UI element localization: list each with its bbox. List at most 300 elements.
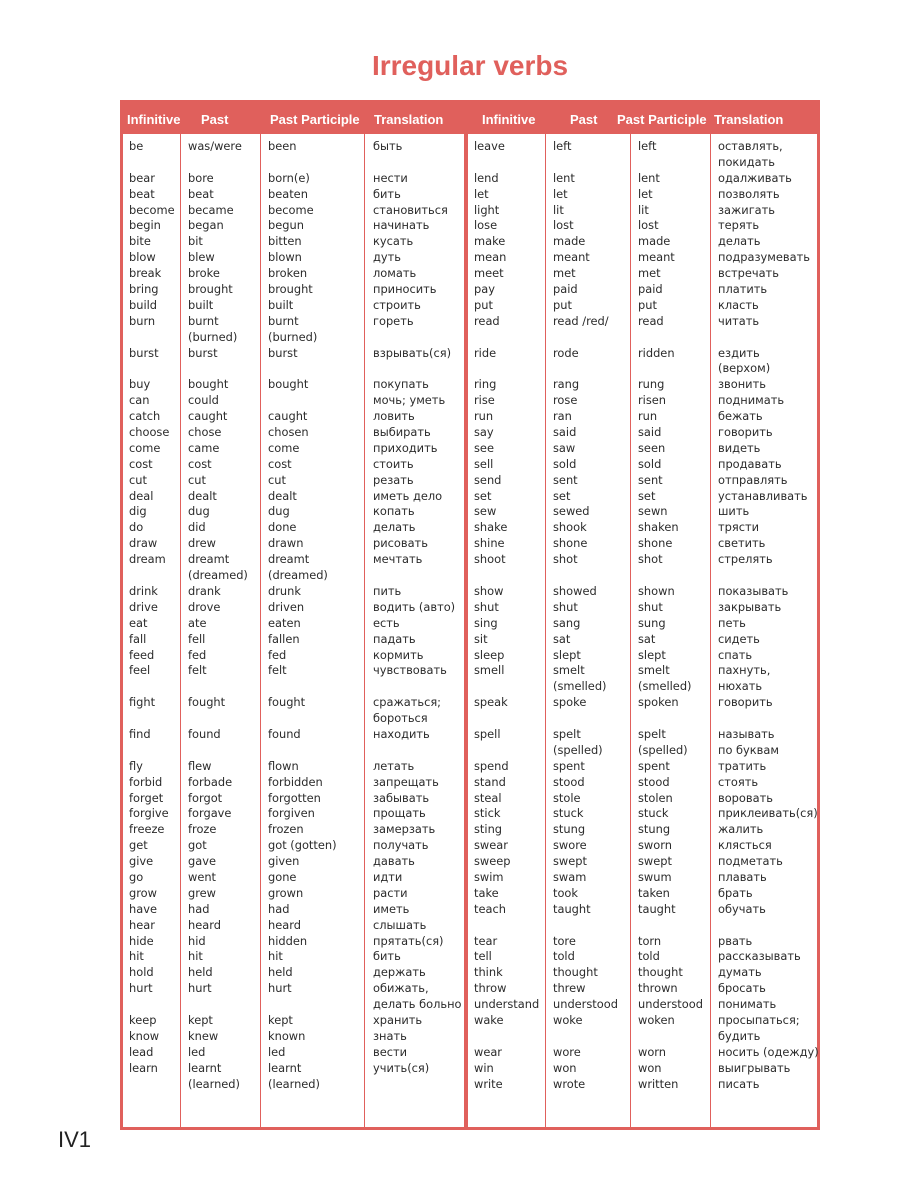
table-cell: ring <box>474 377 497 392</box>
table-cell: stolen <box>638 790 673 805</box>
table-cell <box>718 330 819 346</box>
table-cell: хранить <box>373 1012 423 1027</box>
table-cell: одалживать <box>718 170 792 185</box>
table-cell: say <box>474 425 494 440</box>
table-cell <box>268 711 337 727</box>
table-cell: ломать <box>373 266 417 281</box>
table-cell: sent <box>553 472 578 487</box>
table-cell: keep <box>129 1012 157 1027</box>
table-cell: hid <box>188 933 206 948</box>
table-cell <box>373 568 462 584</box>
table-cell: chose <box>188 425 222 440</box>
table-cell: lit <box>638 202 649 217</box>
table-cell: просыпаться; <box>718 1012 800 1027</box>
table-cell: брать <box>718 885 753 900</box>
table-cell: done <box>268 520 297 535</box>
table-cell: know <box>129 1028 160 1043</box>
table-cell: hit <box>188 949 203 964</box>
table-cell: знать <box>373 1028 407 1043</box>
table-cell: swore <box>553 838 587 853</box>
table-cell: threw <box>553 981 586 996</box>
table-cell: beat <box>188 186 214 201</box>
table-cell: расти <box>373 885 408 900</box>
table-cell <box>188 361 248 377</box>
table-cell: told <box>553 949 575 964</box>
column-infinitive-right <box>474 139 539 1092</box>
table-cell: бить <box>373 186 401 201</box>
table-cell: приходить <box>373 440 438 455</box>
table-cell: копать <box>373 504 415 519</box>
table-cell: fallen <box>268 631 300 646</box>
table-cell: рисовать <box>373 536 428 551</box>
table-cell: делать <box>373 520 416 535</box>
table-cell: держать <box>373 965 426 980</box>
table-cell: отправлять <box>718 472 788 487</box>
table-cell <box>474 361 539 377</box>
table-cell: grown <box>268 885 304 900</box>
table-cell: made <box>638 234 671 249</box>
table-cell: выигрывать <box>718 1060 791 1075</box>
table-cell: иметь дело <box>373 488 443 503</box>
table-cell: tell <box>474 949 492 964</box>
table-cell <box>268 743 337 759</box>
table-cell: smelt <box>638 663 670 678</box>
table-cell: learnt <box>268 1060 302 1075</box>
table-cell <box>188 679 248 695</box>
table-cell <box>188 155 248 171</box>
table-cell: fly <box>129 758 143 773</box>
table-cell <box>268 361 337 377</box>
table-cell <box>638 568 703 584</box>
table-cell: was/were <box>188 139 242 153</box>
table-cell: shot <box>638 552 663 567</box>
table-cell: петь <box>718 615 746 630</box>
table-cell: shone <box>553 536 588 551</box>
table-cell: put <box>474 297 493 312</box>
column-past-left <box>188 139 248 1092</box>
table-cell: knew <box>188 1028 219 1043</box>
table-cell: по буквам <box>718 742 779 757</box>
column-translation-right <box>718 139 819 1092</box>
table-cell: set <box>638 488 656 503</box>
table-cell <box>129 568 175 584</box>
table-cell: built <box>268 297 294 312</box>
table-cell: spelt <box>553 726 581 741</box>
column-past-participle-left <box>268 139 337 1092</box>
table-cell: hurt <box>188 981 212 996</box>
table-cell: понимать <box>718 997 777 1012</box>
table-cell: said <box>553 425 577 440</box>
table-cell: дуть <box>373 250 401 265</box>
table-cell: (spelled) <box>553 742 603 757</box>
table-cell: read <box>474 313 500 328</box>
table-cell: (learned) <box>188 1076 240 1091</box>
table-cell <box>638 1029 703 1045</box>
header-past-participle-left: Past Participle <box>270 112 360 127</box>
table-cell: делать больно <box>373 997 462 1012</box>
table-cell: говорить <box>718 695 773 710</box>
table-cell: встречать <box>718 266 779 281</box>
table-cell: led <box>188 1044 206 1059</box>
table-cell: meet <box>474 266 504 281</box>
table-cell: learnt <box>188 1060 222 1075</box>
table-cell: sell <box>474 456 494 471</box>
table-cell: forgive <box>129 806 169 821</box>
table-cell <box>553 361 618 377</box>
table-cell: зажигать <box>718 202 776 217</box>
table-cell: устанавливать <box>718 488 808 503</box>
table-cell <box>474 711 539 727</box>
table-cell: sewn <box>638 504 668 519</box>
table-cell: had <box>268 901 290 916</box>
table-cell: говорить <box>718 425 773 440</box>
table-cell <box>373 1077 462 1093</box>
table-cell: kept <box>268 1012 293 1027</box>
table-cell: light <box>474 202 500 217</box>
table-cell: forbid <box>129 774 163 789</box>
table-cell: hurt <box>129 981 153 996</box>
table-cell <box>638 361 703 377</box>
table-cell <box>474 568 539 584</box>
table-cell: break <box>129 266 162 281</box>
table-cell: гореть <box>373 313 414 328</box>
table-cell: бороться <box>373 711 428 726</box>
table-cell <box>373 361 462 377</box>
table-cell: класть <box>718 297 759 312</box>
table-cell: held <box>188 965 213 980</box>
table-cell: sold <box>553 456 577 471</box>
table-cell: sworn <box>638 838 672 853</box>
table-cell: (learned) <box>268 1076 320 1091</box>
table-cell: sting <box>474 822 503 837</box>
table-cell: made <box>553 234 586 249</box>
table-cell: grow <box>129 885 157 900</box>
table-cell: broken <box>268 266 308 281</box>
table-cell: said <box>638 425 662 440</box>
table-header <box>123 103 817 134</box>
table-cell: сидеть <box>718 631 760 646</box>
table-cell: клясться <box>718 838 772 853</box>
table-cell: pay <box>474 282 495 297</box>
table-cell: выбирать <box>373 425 431 440</box>
table-cell: taught <box>638 901 676 916</box>
table-cell: understood <box>553 997 618 1012</box>
half-separator <box>464 134 468 1130</box>
table-cell: stood <box>638 774 670 789</box>
table-cell <box>268 679 337 695</box>
table-cell: shoot <box>474 552 506 567</box>
table-cell: came <box>188 440 220 455</box>
table-cell: покидать <box>718 154 775 169</box>
table-cell: dig <box>129 504 147 519</box>
table-cell: жалить <box>718 822 764 837</box>
table-cell: учить(ся) <box>373 1060 430 1075</box>
table-cell: get <box>129 838 148 853</box>
table-cell: given <box>268 854 300 869</box>
table-cell: fought <box>268 695 306 710</box>
table-cell: catch <box>129 409 161 424</box>
table-cell: hit <box>268 949 283 964</box>
table-cell <box>553 330 618 346</box>
table-cell: brought <box>188 282 233 297</box>
table-cell: стоять <box>718 774 759 789</box>
table-cell: blown <box>268 250 302 265</box>
table-cell: lent <box>638 170 660 185</box>
table-cell: позволять <box>718 186 780 201</box>
table-cell: think <box>474 965 503 980</box>
table-cell: прощать <box>373 806 426 821</box>
table-cell: find <box>129 726 151 741</box>
table-cell <box>474 330 539 346</box>
table-cell: rung <box>638 377 665 392</box>
table-cell: could <box>188 393 219 408</box>
table-cell: thought <box>638 965 683 980</box>
table-cell: (верхом) <box>718 361 771 376</box>
table-cell <box>268 393 337 409</box>
table-cell: smell <box>474 663 505 678</box>
table-cell: deal <box>129 488 154 503</box>
table-cell: smelt <box>553 663 585 678</box>
table-cell: стрелять <box>718 552 773 567</box>
column-divider <box>545 134 546 1130</box>
table-cell: dreamt <box>188 552 230 567</box>
table-cell: told <box>638 949 660 964</box>
table-cell: воровать <box>718 790 773 805</box>
table-cell: drive <box>129 599 158 614</box>
table-cell: cost <box>188 456 212 471</box>
table-cell: чувствовать <box>373 663 447 678</box>
table-cell: become <box>129 202 175 217</box>
table-cell: spent <box>553 758 585 773</box>
table-cell: резать <box>373 472 414 487</box>
table-cell: became <box>188 202 234 217</box>
table-cell: hidden <box>268 933 308 948</box>
table-cell: dealt <box>268 488 297 503</box>
table-cell <box>188 711 248 727</box>
table-cell: показывать <box>718 583 789 598</box>
table-cell: stole <box>553 790 581 805</box>
table-cell: thrown <box>638 981 678 996</box>
table-cell: давать <box>373 854 415 869</box>
table-cell: shut <box>553 599 578 614</box>
table-cell: строить <box>373 297 421 312</box>
table-cell: нести <box>373 170 408 185</box>
table-cell: shaken <box>638 520 679 535</box>
table-cell: found <box>268 726 301 741</box>
table-cell: приносить <box>373 282 437 297</box>
table-cell: пить <box>373 583 402 598</box>
table-cell: burst <box>129 345 159 360</box>
table-cell: leave <box>474 139 505 153</box>
table-cell: cost <box>268 456 292 471</box>
table-cell: burnt <box>268 313 299 328</box>
table-cell: forgave <box>188 806 232 821</box>
column-divider <box>260 134 261 1130</box>
table-cell: swam <box>553 869 587 884</box>
table-cell: put <box>638 297 657 312</box>
table-cell: рассказывать <box>718 949 801 964</box>
table-cell: choose <box>129 425 170 440</box>
table-cell: rose <box>553 393 578 408</box>
table-cell: wake <box>474 1012 504 1027</box>
table-cell: put <box>553 297 572 312</box>
table-cell: let <box>638 186 653 201</box>
table-cell: woken <box>638 1012 675 1027</box>
table-cell: be <box>129 139 144 153</box>
table-cell: come <box>268 440 300 455</box>
table-cell <box>553 568 618 584</box>
table-cell: drew <box>188 536 216 551</box>
table-cell: stuck <box>638 806 669 821</box>
table-cell: left <box>553 139 572 153</box>
table-cell: forgiven <box>268 806 315 821</box>
table-cell: покупать <box>373 377 429 392</box>
table-cell: found <box>188 726 221 741</box>
table-cell: frozen <box>268 822 304 837</box>
table-cell: ловить <box>373 409 415 424</box>
table-cell: won <box>553 1060 577 1075</box>
table-cell: находить <box>373 726 430 741</box>
table-cell: (smelled) <box>638 679 692 694</box>
table-cell <box>129 743 175 759</box>
table-cell: (dreamed) <box>188 568 248 583</box>
table-cell: забывать <box>373 790 430 805</box>
column-divider <box>180 134 181 1130</box>
table-cell: sat <box>638 631 656 646</box>
table-cell: drawn <box>268 536 304 551</box>
table-cell: fed <box>188 647 207 662</box>
table-cell: мечтать <box>373 552 423 567</box>
table-cell: становиться <box>373 202 448 217</box>
table-cell: обижать, <box>373 981 429 996</box>
table-cell: spent <box>638 758 670 773</box>
table-cell: slept <box>638 647 666 662</box>
table-cell: rode <box>553 345 579 360</box>
header-infinitive-left: Infinitive <box>127 112 181 127</box>
table-cell <box>638 711 703 727</box>
table-cell: носить (одежду) <box>718 1044 819 1059</box>
table-cell: обучать <box>718 901 766 916</box>
table-cell: stung <box>638 822 671 837</box>
table-cell: думать <box>718 965 762 980</box>
table-cell <box>638 330 703 346</box>
table-cell: bore <box>188 170 214 185</box>
table-cell: ate <box>188 615 207 630</box>
table-cell: (burned) <box>188 329 238 344</box>
table-cell: flew <box>188 758 212 773</box>
table-cell: rise <box>474 393 495 408</box>
table-cell: shot <box>553 552 578 567</box>
table-cell: freeze <box>129 822 165 837</box>
table-cell: win <box>474 1060 494 1075</box>
header-translation-left: Translation <box>374 112 444 127</box>
table-cell <box>474 679 539 695</box>
table-cell: называть <box>718 726 775 741</box>
table-cell: understand <box>474 997 540 1012</box>
table-cell: платить <box>718 282 768 297</box>
table-cell <box>129 711 175 727</box>
table-cell: cut <box>268 472 286 487</box>
table-cell: throw <box>474 981 507 996</box>
table-cell: burnt <box>188 313 219 328</box>
table-cell: ездить <box>718 345 760 360</box>
table-cell: draw <box>129 536 158 551</box>
table-cell: летать <box>373 758 415 773</box>
table-cell: show <box>474 583 504 598</box>
table-cell: risen <box>638 393 667 408</box>
table-cell: ridden <box>638 345 675 360</box>
table-cell: go <box>129 869 144 884</box>
table-cell: gone <box>268 869 297 884</box>
table-cell: beaten <box>268 186 308 201</box>
table-cell: driven <box>268 599 305 614</box>
table-cell: рвать <box>718 933 753 948</box>
table-cell: showed <box>553 583 597 598</box>
table-cell: есть <box>373 615 400 630</box>
table-cell: cost <box>129 456 153 471</box>
table-cell: read /red/ <box>553 313 609 328</box>
table-cell: спать <box>718 647 753 662</box>
table-cell: see <box>474 440 494 455</box>
table-cell: swept <box>553 854 587 869</box>
table-cell: eat <box>129 615 148 630</box>
table-cell: shook <box>553 520 587 535</box>
table-cell: got (gotten) <box>268 838 337 853</box>
table-cell <box>638 918 703 934</box>
table-cell: плавать <box>718 869 767 884</box>
table-cell: read <box>638 313 664 328</box>
table-cell: paid <box>553 282 578 297</box>
table-cell: known <box>268 1028 306 1043</box>
table-cell: drink <box>129 583 158 598</box>
table-cell: forbade <box>188 774 233 789</box>
table-cell: мочь; уметь <box>373 393 446 408</box>
table-cell: eaten <box>268 615 301 630</box>
table-cell: run <box>474 409 494 424</box>
table-cell: stuck <box>553 806 584 821</box>
page-number: IV1 <box>58 1127 92 1152</box>
table-cell: had <box>188 901 210 916</box>
table-cell: sold <box>638 456 662 471</box>
table-cell: lead <box>129 1044 154 1059</box>
table-cell: come <box>129 440 161 455</box>
table-cell: make <box>474 234 506 249</box>
table-cell: meant <box>638 250 675 265</box>
table-cell: written <box>638 1076 679 1091</box>
table-cell: born(e) <box>268 170 310 185</box>
table-cell: закрывать <box>718 599 782 614</box>
table-cell: torn <box>638 933 662 948</box>
table-cell: wore <box>553 1044 581 1059</box>
table-cell <box>474 918 539 934</box>
table-cell: hit <box>129 949 144 964</box>
table-cell: светить <box>718 536 766 551</box>
table-cell: drank <box>188 583 221 598</box>
table-cell: drunk <box>268 583 301 598</box>
table-cell: took <box>553 885 579 900</box>
table-cell: shut <box>474 599 499 614</box>
table-cell: meant <box>553 250 590 265</box>
table-cell: heard <box>268 917 301 932</box>
table-cell: dug <box>188 504 210 519</box>
table-cell <box>268 155 337 171</box>
table-cell <box>718 918 819 934</box>
table-cell: slept <box>553 647 581 662</box>
table-cell <box>553 918 618 934</box>
table-cell: got <box>188 838 207 853</box>
table-cell: take <box>474 885 499 900</box>
table-cell: tear <box>474 933 498 948</box>
